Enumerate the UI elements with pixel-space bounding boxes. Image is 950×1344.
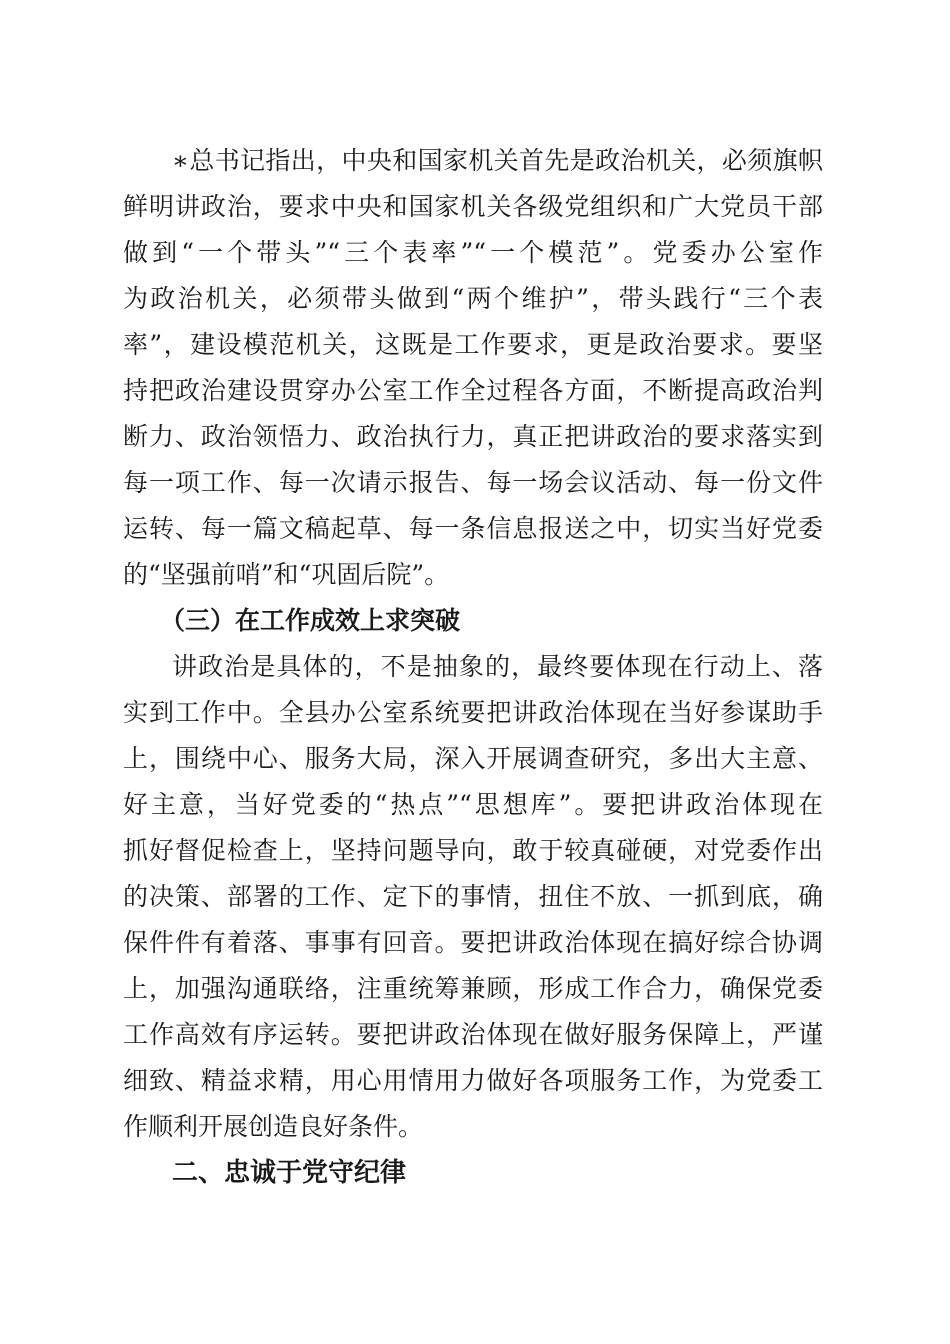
paragraph-1-line-2: 鲜明讲政治，要求中央和国家机关各级党组织和广大党员干部 — [123, 192, 823, 221]
paragraph-1-line-4: 为政治机关，必须带头做到“两个维护”，带头践行“三个表 — [123, 284, 823, 313]
paragraph-2-line-4: 好主意，当好党委的“热点”“思想库”。要把讲政治体现在 — [123, 790, 823, 819]
paragraph-1-line-5: 率”，建设模范机关，这既是工作要求，更是政治要求。要坚 — [123, 330, 823, 359]
paragraph-2-line-1: 讲政治是具体的，不是抽象的，最终要体现在行动上、落 — [172, 652, 823, 681]
paragraph-2-line-8: 上，加强沟通联络，注重统筹兼顾，形成工作合力，确保党委 — [123, 974, 823, 1003]
section-subheading: （三）在工作成效上求突破 — [160, 606, 461, 635]
paragraph-2-line-11: 作顺利开展创造良好条件。 — [123, 1112, 424, 1141]
paragraph-1-line-7: 断力、政治领悟力、政治执行力，真正把讲政治的要求落实到 — [123, 422, 823, 451]
paragraph-1-line-9: 运转、每一篇文稿起草、每一条信息报送之中，切实当好党委 — [123, 514, 823, 543]
paragraph-1-line-3: 做到“一个带头”“三个表率”“一个模范”。党委办公室作 — [123, 238, 823, 267]
paragraph-2-line-3: 上，围绕中心、服务大局，深入开展调查研究，多出大主意、 — [123, 744, 823, 773]
section-heading: 二、忠诚于党守纪律 — [172, 1158, 407, 1188]
paragraph-2-line-5: 抓好督促检查上，坚持问题导向，敢于较真碰硬，对党委作出 — [123, 836, 823, 865]
paragraph-2-line-2: 实到工作中。全县办公室系统要把讲政治体现在当好参谋助手 — [123, 698, 823, 727]
paragraph-1-line-10: 的“坚强前哨”和“巩固后院”。 — [123, 560, 450, 589]
paragraph-1-line-8: 每一项工作、每一次请示报告、每一场会议活动、每一份文件 — [123, 468, 823, 497]
paragraph-2-line-7: 保件件有着落、事事有回音。要把讲政治体现在搞好综合协调 — [123, 928, 823, 957]
paragraph-2-line-9: 工作高效有序运转。要把讲政治体现在做好服务保障上，严谨 — [123, 1020, 823, 1049]
paragraph-2-line-10: 细致、精益求精，用心用情用力做好各项服务工作，为党委工 — [123, 1066, 823, 1095]
paragraph-2-line-6: 的决策、部署的工作、定下的事情，扭住不放、一抓到底，确 — [123, 882, 823, 911]
paragraph-1-line-1: ∗总书记指出，中央和国家机关首先是政治机关，必须旗帜 — [172, 146, 823, 175]
paragraph-1-line-6: 持把政治建设贯穿办公室工作全过程各方面，不断提高政治判 — [123, 376, 823, 405]
